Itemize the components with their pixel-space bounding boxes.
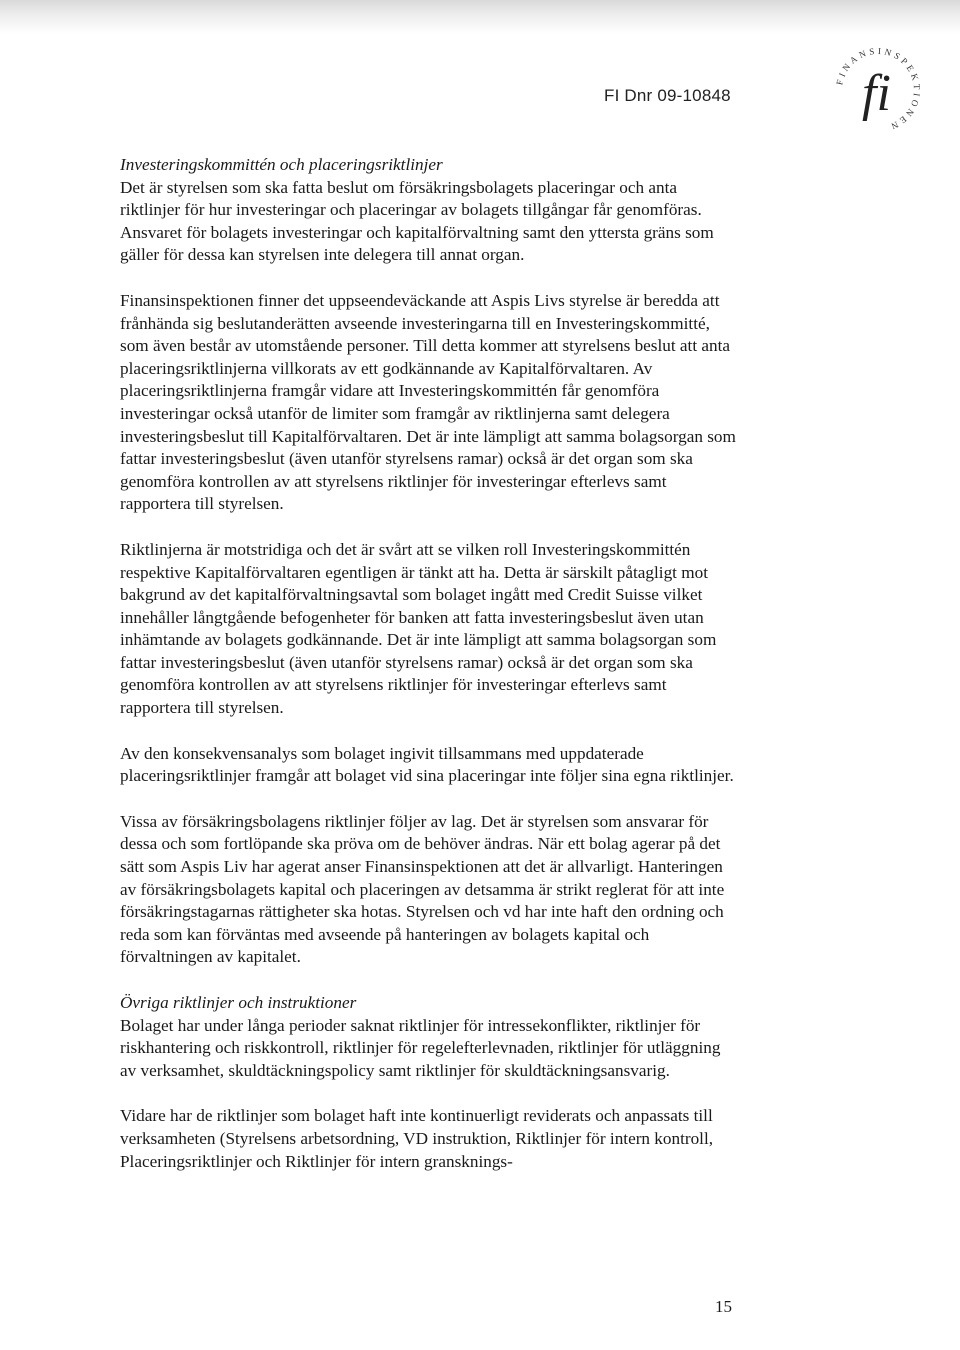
paragraph: Finansinspektionen finner det uppseendeväckande att Aspis Livs styrelse är beredda att frånhända sig beslutanderätten avseende investeringarna till en Investeringskommitté, som även består av utomstående personer. Till detta kommer att styrelsens beslut att anta placeringsriktlinjerna villkorats av ett godkännande av Kapitalförvaltaren. Av placeringsriktlinjerna framgår vidare att Investeringskommittén får genomföra investeringar också utanför de limiter som framgår av riktlinjerna samt delegera investeringsbeslut till Kapitalförvaltaren. Det är inte lämpligt att samma bolagsorgan som fattar investeringsbeslut (även utanför styrelsens ramar) också är det organ som ska genomföra kontrollen av att styrelsens riktlinjer för investeringar efterlevs samt rapportera till styrelsen. xyxy=(120,290,736,514)
paragraph: Vissa av försäkringsbolagens riktlinjer följer av lag. Det är styrelsen som ansvarar för dessa och som fortlöpande ska pröva om de behöver ändras. När ett bolag agerar på det sätt som Aspis Liv har agerat anser Finansinspektionen att det är allvarligt. Hanteringen av försäkringsbolagets kapital och placeringen av detsamma är strikt reglerat för att inte försäkringstagarnas rättigheter ska hotas. Styrelsen och vd har inte haft den ordning och reda som kan förväntas med avseende på hanteringen av bolagets kapital och förvaltningen av kapitalet. xyxy=(120,811,725,967)
logo-monogram: fi xyxy=(862,65,891,122)
paragraph xyxy=(120,992,738,1082)
logo-ring-text: FINANSINSPEKTIONEN xyxy=(834,45,923,133)
paragraph xyxy=(120,154,738,267)
page-number: 15 xyxy=(715,1297,732,1316)
letter-body xyxy=(120,154,738,1196)
section-heading-ovriga-riktlinjer: Övriga riktlinjer och instruktioner xyxy=(120,993,357,1012)
section-heading-investeringskommitten: Investeringskommittén och placeringsriktlinjer xyxy=(120,155,443,174)
paragraph: Vidare har de riktlinjer som bolaget haft inte kontinuerligt reviderats och anpassats till verksamheten (Styrelsens arbetsordning, VD instruktion, Riktlinjer för intern kontroll, Placeringsriktlinjer och Riktlinjer för intern gransknings- xyxy=(120,1106,714,1171)
finansinspektionen-logo-icon xyxy=(832,44,924,136)
paragraph-text: Bolaget har under långa perioder saknat riktlinjer för intressekonflikter, riktlinjer för riskhantering och riskkontroll, riktlinjer för regelefterlevnaden, riktlinjer för utläggning av verksamhet, skuldtäckningspolicy samt riktlinjer för skuldtäckningsansvarig. xyxy=(120,1015,721,1080)
paragraph: Riktlinjerna är motstridiga och det är svårt att se vilken roll Investeringskommittén respektive Kapitalförvaltaren egentligen är tänkt att ha. Detta är särskilt påtagligt mot bakgrund av det kapitalförvaltningsavtal som bolaget ingått med Credit Suisse vilket innehåller långtgående befogenheter för banken att fatta investeringsbeslut även utan inhämtande av bolagets godkännande. Det är inte lämpligt att samma bolagsorgan som fattar investeringsbeslut (även utanför styrelsens ramar) också är det organ som ska genomföra kontrollen av att styrelsens riktlinjer för investeringar efterlevs samt rapportera till styrelsen. xyxy=(120,539,717,718)
paragraph-text: Det är styrelsen som ska fatta beslut om försäkringsbolagets placeringar och anta riktlinjer för hur investeringar och placeringar av bolagets tillgångar får genomföras. Ansvaret för bolagets investeringar och kapitalförvaltning samt den yttersta gräns som gäller för dessa kan styrelsen inte delegera till annat organ. xyxy=(120,177,714,265)
paragraph: Av den konsekvensanalys som bolaget ingivit tillsammans med uppdaterade placeringsriktlinjer framgår att bolaget vid sina placeringar inte följer sina egna riktlinjer. xyxy=(120,743,734,786)
document-number: FI Dnr 09-10848 xyxy=(604,86,731,105)
